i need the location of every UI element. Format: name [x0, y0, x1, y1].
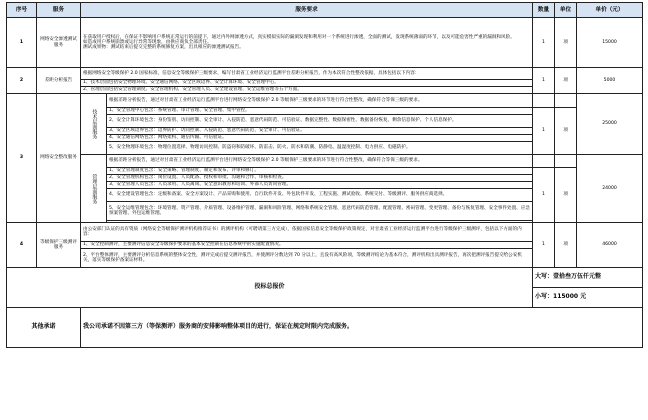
row-number: 1: [7, 18, 37, 68]
requirement-line: 测试成果物：测试结束后提交完整的系统修复方案，出具相应的渗透测试报告。: [83, 45, 244, 51]
requirement-line: 根据网络安全等级保护 2.0 国家标准，信息安全等级保护三级要求，编写甘肃省工业经济运行监测平台差距分析报告，作为本次符合性整改依据，具体包括以下内容：: [81, 68, 533, 80]
requirement-line: 在获取用户授权后，在保证不影响用户系统正常运行的前提下，通过内外网渗透方式，真实模拟实际的漏洞发现和利用对一个系统进行渗透，全面的测试，发现系统薄弱的环节，以及可能危害性严重的漏洞和风险。: [83, 34, 515, 40]
table-row: [7, 18, 643, 68]
header-seq: 序号: [7, 3, 37, 18]
total-label: 投标总报价: [7, 268, 533, 308]
price-cell: 24000: [577, 155, 643, 223]
header-service: 服务: [37, 3, 81, 18]
header-requirement: 服务要求: [81, 3, 533, 18]
requirement-line: 5、安全运维管理包含：环境管理、资产管理、介质管理、设备维护管理、漏洞和风险管理、网络和系统安全管理、恶意代码防范管理、配置管理、密码管理、变更管理、备份与恢复管理、安全事件处置、应急预案管理、外包运维管理。: [107, 202, 533, 221]
requirement-line: 1、安全管理制度包含：安全策略、管理制度、制定和发布、评审和修订。: [107, 168, 533, 175]
unit-cell: 项: [555, 108, 577, 155]
unit-cell-empty: [555, 94, 577, 108]
other-label: 其他承诺: [7, 308, 81, 348]
requirement-line: 2、安全计算环境包含：身份鉴别、访问控制、安全审计、入侵防范、恶意代码防范、可信验证、数据完整性、数据保密性、数据备份恢复、剩余信息保护、个人信息保护。: [107, 115, 533, 128]
mgmt-layer-label: 管理层面服务: [81, 155, 107, 223]
total-row: [7, 268, 643, 288]
service-name: 网络安全渗透测试服务: [37, 18, 81, 68]
row-number: 4: [7, 223, 37, 268]
qty-cell-empty: [533, 155, 555, 168]
qty-cell: 1: [533, 18, 555, 68]
table-row: [7, 68, 643, 80]
requirement-line: 4、安全建设管理包含：定级和备案、安全方案设计、产品采购和使用、自行软件开发、外包软件开发、工程实施、测试验收、系统交付、等级测评、服务供应商选择。: [107, 189, 533, 202]
other-text: 我公司承诺不因第三方（等保测评）服务商的安排影响整体项目的进行，保证在规定时限内完成服务。: [81, 308, 643, 348]
row-number: 3: [7, 94, 37, 223]
service-name: 差距分析报告: [37, 68, 81, 94]
tech-layer-label: 技术层面服务: [81, 94, 107, 155]
requirement-line: 2、管理层面包括安全管理制度、安全管理机构、安全管理人员、安全建设管理、安全运维管理等五个方面。: [81, 87, 533, 94]
requirement-line: 2、安全管理机构包含：岗位设置、人员配备、授权和审批、沟通和合作、审核和检查。: [107, 175, 533, 182]
unit-cell: 项: [555, 68, 577, 94]
requirement-line: 1、技术层面包括安全物理环境、安全通信网络、安全区域边界、安全计算环境、安全管理中心。: [81, 80, 533, 87]
requirement-line: 根据差距分析报告，通过对甘肃省工业经济运行监测平台进行网络安全等级保护 2.0 等级保护三级要求的环节进行符合性整改，确保符合等保三级的要求。: [107, 94, 533, 108]
price-cell: 5000: [577, 68, 643, 94]
requirement-line: 1、安全控制测评，主要测评信息安全等级保护要求的基本安全控制在信息系统中的实施配置情况。: [81, 242, 533, 249]
table-row: [7, 94, 643, 108]
total-lower: 小写：115000 元: [533, 288, 643, 308]
total-upper: 大写：壹拾叁万伍仟元整: [533, 268, 643, 288]
requirement-line: 根据差距分析报告，通过对甘肃省工业经济运行监测平台进行网络安全等级保护 2.0 等级保护三级要求的环节进行符合性整改，确保符合等保三级的要求。: [107, 155, 533, 168]
requirement-line: 如造成用户系统崩溃或运行异常等现象，由供应商负全部责任。: [83, 39, 212, 45]
unit-cell: 项: [555, 18, 577, 68]
qty-cell: 1: [533, 168, 555, 223]
unit-cell: 项: [555, 168, 577, 223]
price-cell: 46000: [577, 223, 643, 268]
row-number: 2: [7, 68, 37, 94]
table-row: [7, 223, 643, 242]
qty-cell: 1: [533, 223, 555, 268]
header-unit: 单位: [555, 3, 577, 18]
requirement-line: 4、安全通信网络包含：网络架构、通信传输、可信验证。: [107, 135, 533, 142]
requirement-line: 由公安部门认证的具有资质（网络安全等级保护测评机构推荐证书）的测评机构（可聘请第三方完成），依据国家信息安全等级保护政策规定，对甘肃省工业经济运行监测平台进行等级保护三级测评，包括以下方面的内容：: [81, 223, 533, 242]
quotation-table: [6, 2, 643, 348]
service-name: 网络安全整改服务: [37, 94, 81, 223]
requirement-cell: [81, 18, 533, 68]
qty-cell-empty: [533, 94, 555, 108]
other-row: [7, 308, 643, 348]
table-row: [7, 155, 643, 168]
unit-cell-empty: [555, 155, 577, 168]
qty-cell: 1: [533, 68, 555, 94]
requirement-line: 3、安全区域边界包含：边界防护、访问控制、入侵防范、恶意代码防范、安全审计、可信验证。: [107, 128, 533, 135]
requirement-line: 5、安全物理环境包含：物理位置选择、物理访问控制、防盗窃和防破坏、防雷击、防火、防水和防潮、防静电、温湿度控制、电力供应、电磁防护。: [107, 142, 533, 155]
service-name: 等级保护三级测评服务: [37, 223, 81, 268]
qty-cell: 1: [533, 108, 555, 155]
price-cell: 15000: [577, 18, 643, 68]
price-cell: 25000: [577, 94, 643, 155]
header-qty: 数量: [533, 3, 555, 18]
header-price: 单价（元）: [577, 3, 643, 18]
unit-cell: 项: [555, 223, 577, 268]
requirement-line: 1、安全管理中心包含：系统管理、审计管理、安全管理、集中管控。: [107, 108, 533, 115]
requirement-line: 2、平台整体测评，主要测评分析信息系统的整体安全性，测评完成后提交测评报告，并使测评分数达到 70 分以上，且没有高风险项，等级测评结论为基本符合，测评机构出具测评报告，再次把测评报告提交给公安机关，落实等级保护备案证材料。: [81, 249, 533, 268]
requirement-line: 3、安全管理人员包含：人员录用、人员离岗、安全意识教育和培训、外部人员访问管理。: [107, 182, 533, 189]
table-header-row: [7, 3, 643, 18]
